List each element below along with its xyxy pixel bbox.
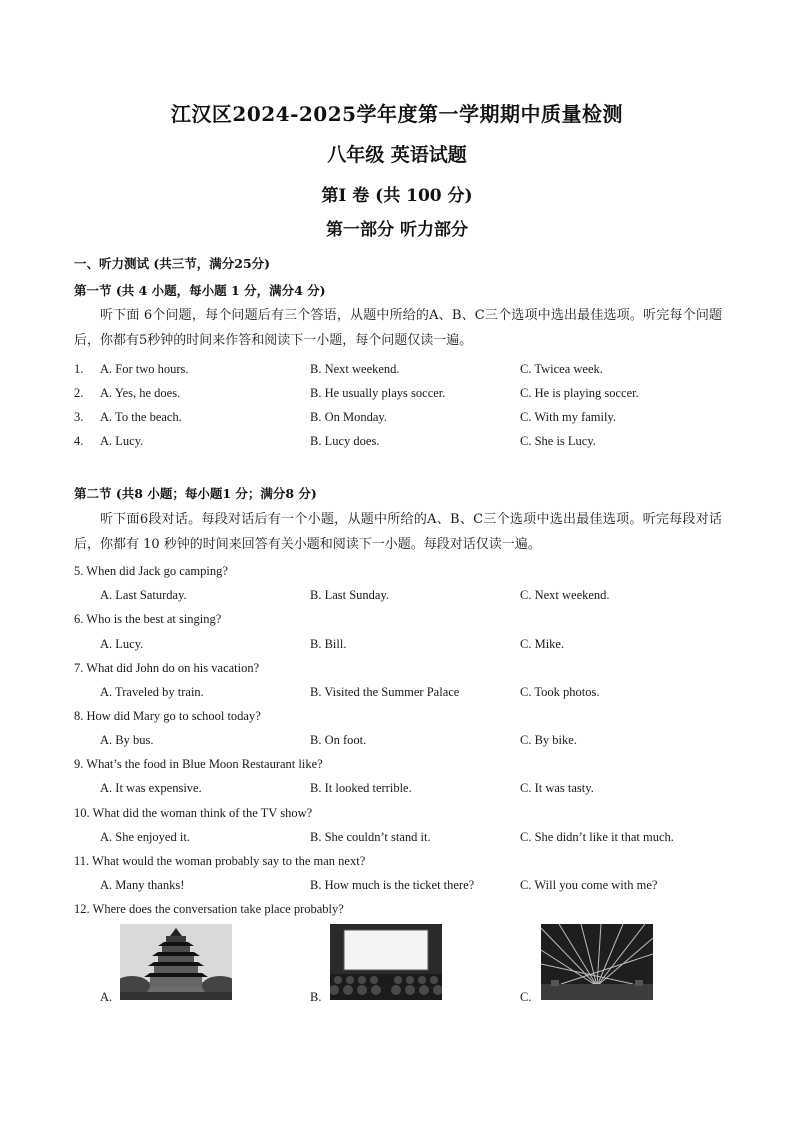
option-c: C. Took photos. — [520, 685, 600, 699]
option-a: A. Yes, he does. — [100, 386, 181, 400]
question-row-2 — [74, 386, 724, 406]
options-6 — [74, 637, 724, 657]
option-c: C. By bike. — [520, 733, 577, 747]
option-b: B. Next weekend. — [310, 362, 400, 376]
exam-subtitle: 八年级 英语试题 — [327, 144, 467, 166]
option-c-label: C. — [520, 990, 532, 1004]
question-12: 12. Where does the conversation take place probably? — [74, 902, 344, 916]
volume-heading: 第Ⅰ 卷 (共 100 分) — [321, 186, 473, 206]
option-c: C. She didn’t like it that much. — [520, 830, 674, 844]
option-a: A. Traveled by train. — [100, 685, 204, 699]
options-10 — [74, 830, 724, 850]
listening-section-heading: 一、听力测试 (共三节，满分25分) — [74, 256, 271, 271]
option-c: C. Mike. — [520, 637, 565, 651]
option-b: B. It looked terrible. — [310, 781, 412, 795]
cinema-image — [330, 924, 442, 1000]
option-b: B. How much is the ticket there? — [310, 878, 475, 892]
options-8 — [74, 733, 724, 753]
option-b: B. Last Sunday. — [310, 588, 390, 602]
question-8: 8. How did Mary go to school today? — [74, 709, 261, 723]
option-a: A. It was expensive. — [100, 781, 202, 795]
part-heading: 第一部分 听力部分 — [326, 220, 468, 240]
option-b-label: B. — [310, 990, 322, 1004]
option-b: B. On foot. — [310, 733, 367, 747]
question-number: 2. — [74, 386, 84, 400]
option-c: C. Will you come with me? — [520, 878, 658, 892]
option-a: A. For two hours. — [100, 362, 189, 376]
option-a: A. Many thanks! — [100, 878, 185, 892]
option-a: A. She enjoyed it. — [100, 830, 190, 844]
option-c: C. She is Lucy. — [520, 434, 596, 448]
option-c: C. It was tasty. — [520, 781, 594, 795]
option-c: C. With my family. — [520, 410, 617, 424]
question-11: 11. What would the woman probably say to the man next? — [74, 854, 366, 868]
section2-heading: 第二节 (共8 小题；每小题1 分；满分8 分) — [74, 486, 317, 501]
question-row-4 — [74, 434, 724, 454]
options-9 — [74, 781, 724, 801]
question-row-1 — [74, 362, 724, 382]
option-b: B. Bill. — [310, 637, 347, 651]
pagoda-tower-image — [120, 924, 232, 1000]
option-c: C. Next weekend. — [520, 588, 610, 602]
option-b: B. She couldn’t stand it. — [310, 830, 431, 844]
option-a-label: A. — [100, 990, 113, 1004]
question-7: 7. What did John do on his vacation? — [74, 661, 260, 675]
options-11 — [74, 878, 724, 898]
question-6: 6. Who is the best at singing? — [74, 612, 222, 626]
question-9: 9. What’s the food in Blue Moon Restaurant like? — [74, 757, 323, 771]
option-a: A. Last Saturday. — [100, 588, 187, 602]
section1-instructions: 听下面 6个问题，每个问题后有三个答语，从题中所给的A、B、C三个选项中选出最佳选项。听完每个问题后，你都有5秒钟的时间来作答和阅读下一小题，每个问题仅读一遍。 — [74, 308, 722, 348]
question-10: 10. What did the woman think of the TV show? — [74, 806, 313, 820]
option-b: B. Lucy does. — [310, 434, 380, 448]
option-b: B. He usually plays soccer. — [310, 386, 446, 400]
question-number: 1. — [74, 362, 84, 376]
exam-title: 江汉区2024-2025学年度第一学期期中质量检测 — [170, 102, 624, 126]
option-b: B. On Monday. — [310, 410, 387, 424]
option-b: B. Visited the Summer Palace — [310, 685, 460, 699]
section1-heading: 第一节 (共 4 小题，每小题 1 分，满分4 分) — [74, 283, 326, 298]
option-a: A. By bus. — [100, 733, 154, 747]
options-5 — [74, 588, 724, 608]
light-show-image — [541, 924, 653, 1000]
question-number: 3. — [74, 410, 84, 424]
options-7 — [74, 685, 724, 705]
question-row-3 — [74, 410, 724, 430]
option-a: A. To the beach. — [100, 410, 182, 424]
section2-instructions: 听下面6段对话。每段对话后有一个小题，从题中所给的A、B、C三个选项中选出最佳选项。听完每段对话后，你都有 10 秒钟的时间来回答有关小题和阅读下一小题。每段对话仅读一遍。 — [74, 512, 722, 552]
option-a: A. Lucy. — [100, 434, 144, 448]
option-a: A. Lucy. — [100, 637, 144, 651]
question-number: 4. — [74, 434, 84, 448]
option-c: C. Twicea week. — [520, 362, 603, 376]
option-c: C. He is playing soccer. — [520, 386, 639, 400]
question-5: 5. When did Jack go camping? — [74, 564, 228, 578]
